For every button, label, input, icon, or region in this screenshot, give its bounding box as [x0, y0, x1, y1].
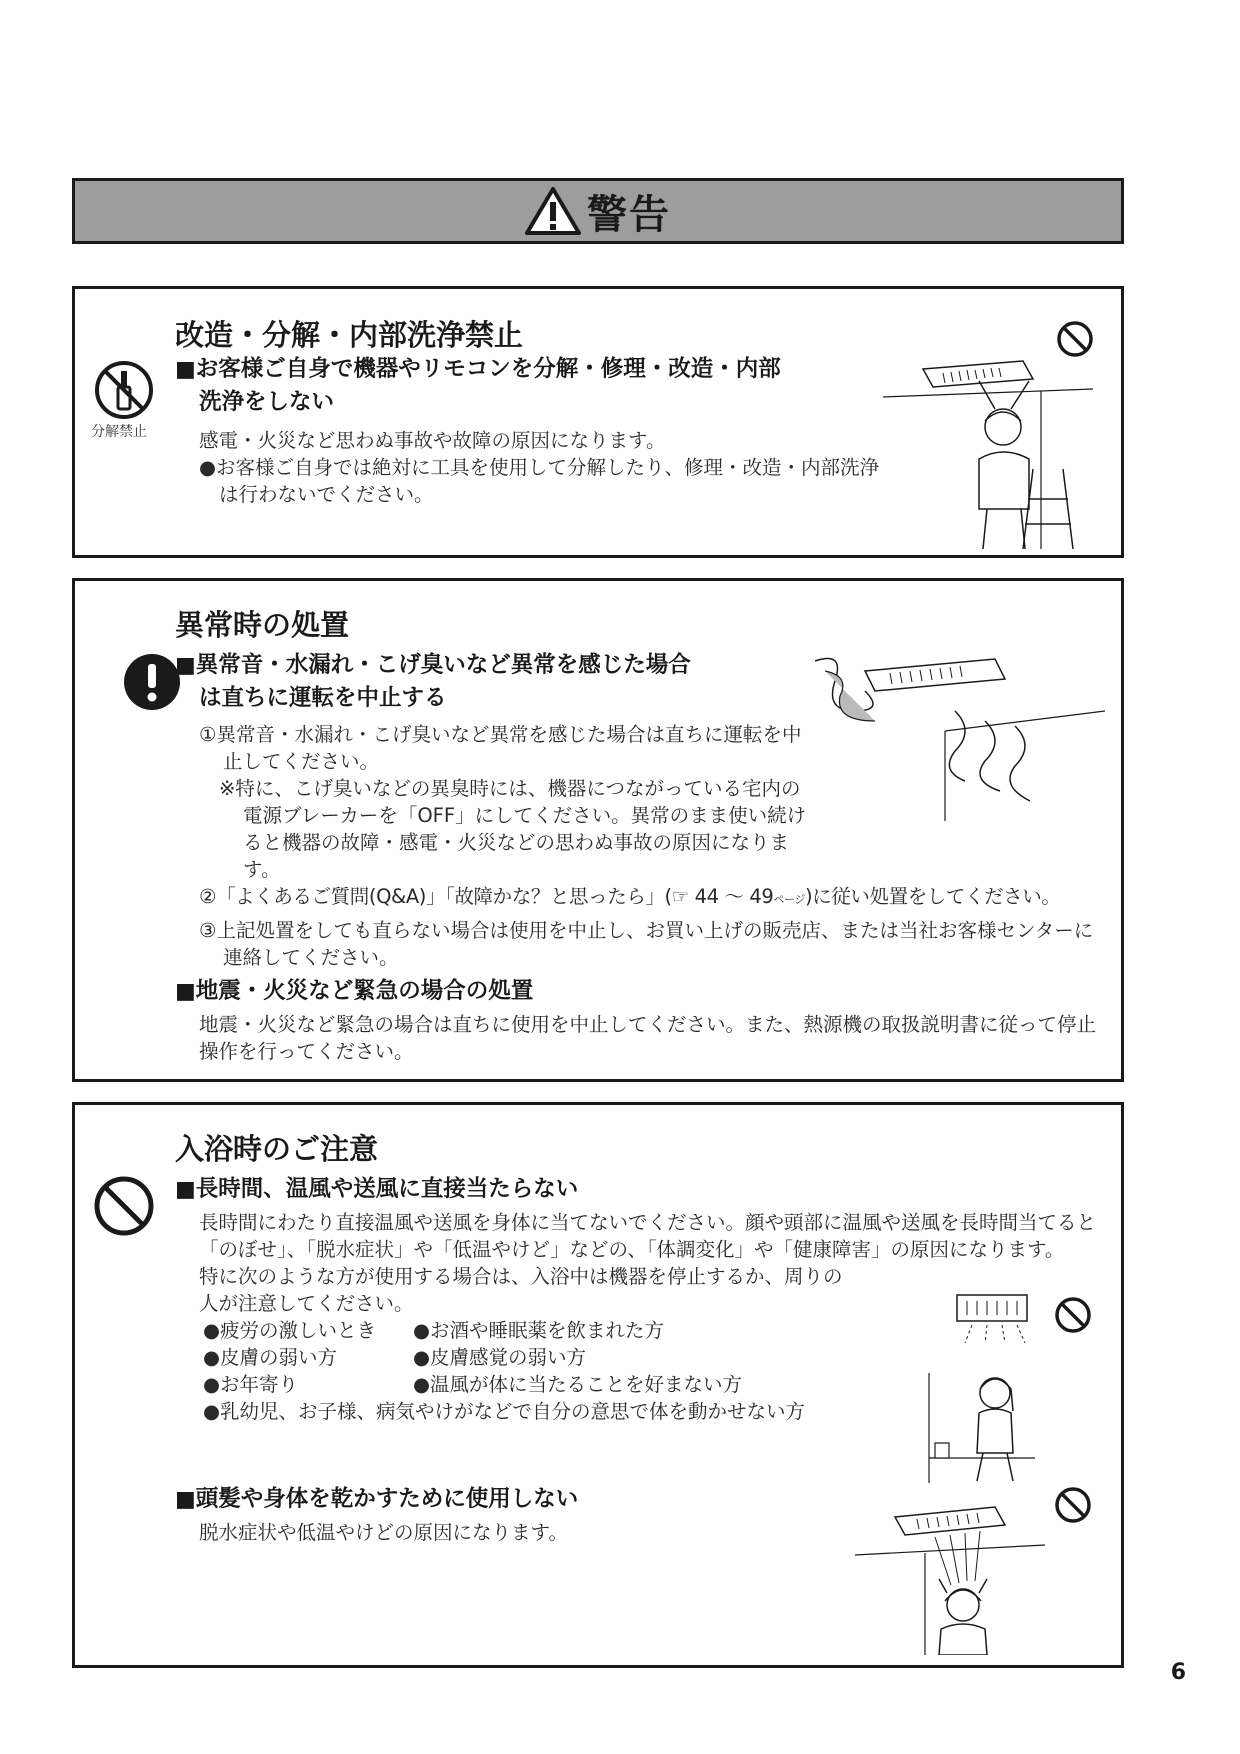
numbered-item: ③上記処置をしても直らない場合は使用を中止し、お買い上げの販売店、または当社お客様センターに連絡してください。	[199, 919, 1094, 969]
section-body	[199, 1011, 1099, 1065]
no-disassembly-icon	[93, 359, 155, 421]
section-bathing-caution	[72, 1102, 1124, 1668]
section-title: 入浴時のご注意	[175, 1132, 379, 1166]
bullet-item: ●皮膚感覚の弱い方	[413, 1346, 587, 1369]
heading-emergency: ■地震・火災など緊急の場合の処置	[175, 978, 534, 1004]
warning-triangle-icon	[525, 186, 581, 236]
heading-stop-operation: ■異常音・水漏れ・こげ臭いなど異常を感じた場合 は直ちに運転を中止する	[175, 652, 691, 711]
numbered-item: ②「よくあるご質問(Q&A)」「故障かな？と思ったら」(☞ 44 ～ 49ページ)に従い処置をしてください。	[199, 885, 1061, 908]
no-disassembly-caption: 分解禁止	[91, 424, 147, 440]
bullet-item: ●温風が体に当たることを好まない方	[413, 1373, 743, 1396]
warning-text: 特に次のような方が使用する場合は、入浴中は機器を停止するか、周りの人が注意してください。	[199, 1265, 843, 1315]
section-title: 改造・分解・内部洗浄禁止	[175, 318, 524, 352]
heading-not-for-drying: ■頭髪や身体を乾かすために使用しない	[175, 1486, 579, 1512]
prohibited-icon	[1053, 1295, 1093, 1335]
bullet-item: ●お客様ご自身では絶対に工具を使用して分解したり、修理・改造・内部洗浄は行わないでください。	[199, 456, 880, 506]
section-body	[199, 427, 879, 508]
bullet-item: ●お年寄り	[203, 1373, 299, 1396]
cause-text: 感電・火災など思わぬ事故や故障の原因になります。	[199, 429, 666, 452]
hair-drying-illustration	[855, 1505, 1055, 1655]
bullet-item: ●乳幼児、お子様、病気やけがなどで自分の意思で体を動かせない方	[203, 1400, 806, 1423]
smoking-unit-illustration	[805, 651, 1105, 821]
emergency-text: 地震・火災など緊急の場合は直ちに使用を中止してください。また、熱源機の取扱説明書に従って停止操作を行ってください。	[199, 1013, 1097, 1063]
bullet-item: ●疲労の激しいとき	[203, 1319, 377, 1342]
section-abnormal-handling	[72, 578, 1124, 1082]
warning-text: 長時間にわたり直接温風や送風を身体に当てないでください。顔や頭部に温風や送風を長時間当てると「のぼせ」、「脱水症状」や「低温やけど」などの、「体調変化」や「健康障害」の原因になります。	[199, 1211, 1097, 1261]
section-title: 異常時の処置	[175, 608, 350, 642]
section-body	[199, 1519, 799, 1546]
warning-text: 脱水症状や低温やけどの原因になります。	[199, 1521, 568, 1544]
numbered-item: ①異常音・水漏れ・こげ臭いなど異常を感じた場合は直ちに運転を中止してください。	[199, 723, 802, 773]
heading-avoid-direct-air: ■長時間、温風や送風に直接当たらない	[175, 1176, 579, 1202]
reference-hand-icon: ☞	[671, 885, 689, 908]
heading-do-not-disassemble: ■お客様ご自身で機器やリモコンを分解・修理・改造・内部 洗浄をしない	[175, 356, 781, 415]
person-on-ladder-illustration	[883, 359, 1093, 549]
section-disassembly-prohibited	[72, 286, 1124, 558]
mandatory-exclamation-icon	[123, 653, 181, 711]
bullet-item: ●お酒や睡眠薬を飲まれた方	[413, 1319, 665, 1342]
warning-banner	[72, 178, 1124, 244]
note-text: ※特に、こげ臭いなどの異臭時には、機器につながっている宅内の電源ブレーカーを「OFF」にしてください。異常のまま使い続けると機器の故障・感電・火災などの思わぬ事故の原因になります。	[219, 777, 807, 881]
page-number: 6	[1170, 1660, 1186, 1685]
prohibited-icon	[1053, 1485, 1093, 1525]
banner-title: 警告	[587, 191, 671, 238]
bathing-person-illustration	[927, 1293, 1037, 1483]
bullet-item: ●皮膚の弱い方	[203, 1346, 338, 1369]
prohibited-icon	[93, 1175, 155, 1237]
prohibited-icon	[1055, 319, 1095, 359]
